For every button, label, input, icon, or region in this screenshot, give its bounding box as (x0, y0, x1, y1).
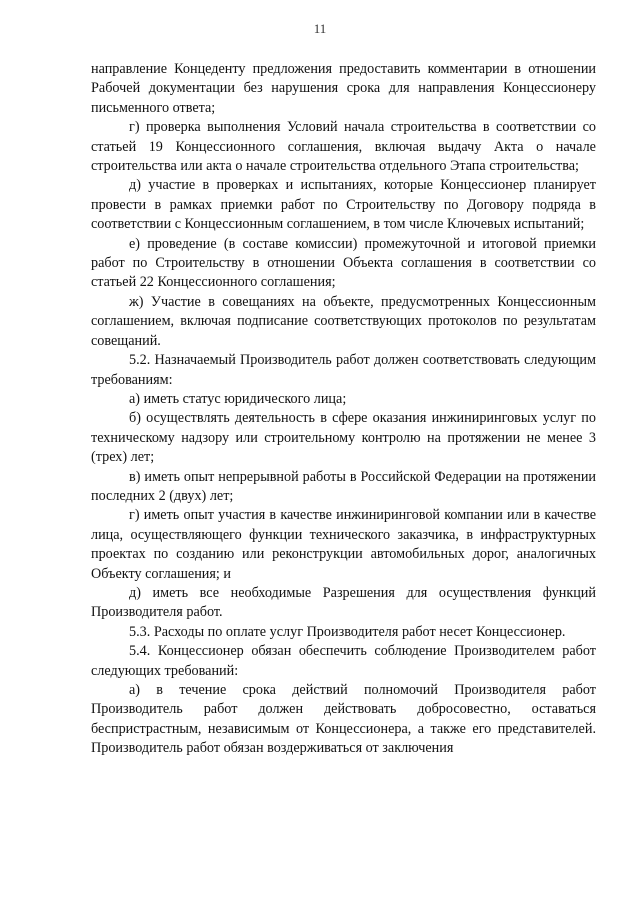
paragraph-5-2-a: а) иметь статус юридического лица; (129, 390, 347, 407)
paragraph-5-4-a: а) в течение срока действий полномочий Производителя работ Производитель работ должен действовать добросовестно, оставаться беспристрастным, независимым от Концессионера, а также его представителей. Производитель работ обязан воздерживаться от заключения (91, 682, 596, 757)
paragraph-5-2-b: б) осуществлять деятельность в сфере оказания инжиниринговых услуг по техническому надзору или строительному контролю на протяжении не менее 3 (трех) лет; (91, 410, 596, 466)
paragraph-item-e: е) проведение (в составе комиссии) промежуточной и итоговой приемки работ по Строительству в отношении Объекта соглашения в соответствии со статьей 22 Концессионного соглашения; (91, 235, 596, 291)
paragraph-5-2-g: г) иметь опыт участия в качестве инжиниринговой компании или в качестве лица, осуществляющего функции технического заказчика, в инфраструктурных проектах по созданию или реконструкции автомобильных дорог, аналогичных Объекту соглашения; и (91, 507, 596, 582)
paragraph-5-4: 5.4. Концессионер обязан обеспечить соблюдение Производителем работ следующих требований: (91, 643, 596, 679)
paragraph-item-zh: ж) Участие в совещаниях на объекте, предусмотренных Концессионным соглашением, включая подписание соответствующих протоколов по результатам совещаний. (91, 293, 596, 349)
paragraph-5-2-v: в) иметь опыт непрерывной работы в Российской Федерации на протяжении последних 2 (двух) лет; (91, 468, 596, 504)
page-number: 11 (313, 21, 327, 36)
paragraph-5-2: 5.2. Назначаемый Производитель работ должен соответствовать следующим требованиям: (91, 352, 596, 388)
document-body (91, 60, 596, 759)
paragraph-continuation: направление Концеденту предложения предоставить комментарии в отношении Рабочей документации без нарушения срока для направления Концессионеру письменного ответа; (91, 61, 596, 116)
paragraph-item-d: д) участие в проверках и испытаниях, которые Концессионер планирует провести в рамках приемки работ по Строительству по Договору подряда в соответствии с Концессионным соглашением, в том числе Ключевых испытаний; (91, 177, 596, 233)
paragraph-5-2-d: д) иметь все необходимые Разрешения для осуществления функций Производителя работ. (91, 584, 596, 621)
paragraph-item-g: г) проверка выполнения Условий начала строительства в соответствии со статьей 19 Концессионного соглашения, включая выдачу Акта о начале строительства или акта о начале строительства отдельного Этапа строительства; (91, 119, 596, 175)
paragraph-5-3: 5.3. Расходы по оплате услуг Производителя работ несет Концессионер. (129, 623, 566, 640)
